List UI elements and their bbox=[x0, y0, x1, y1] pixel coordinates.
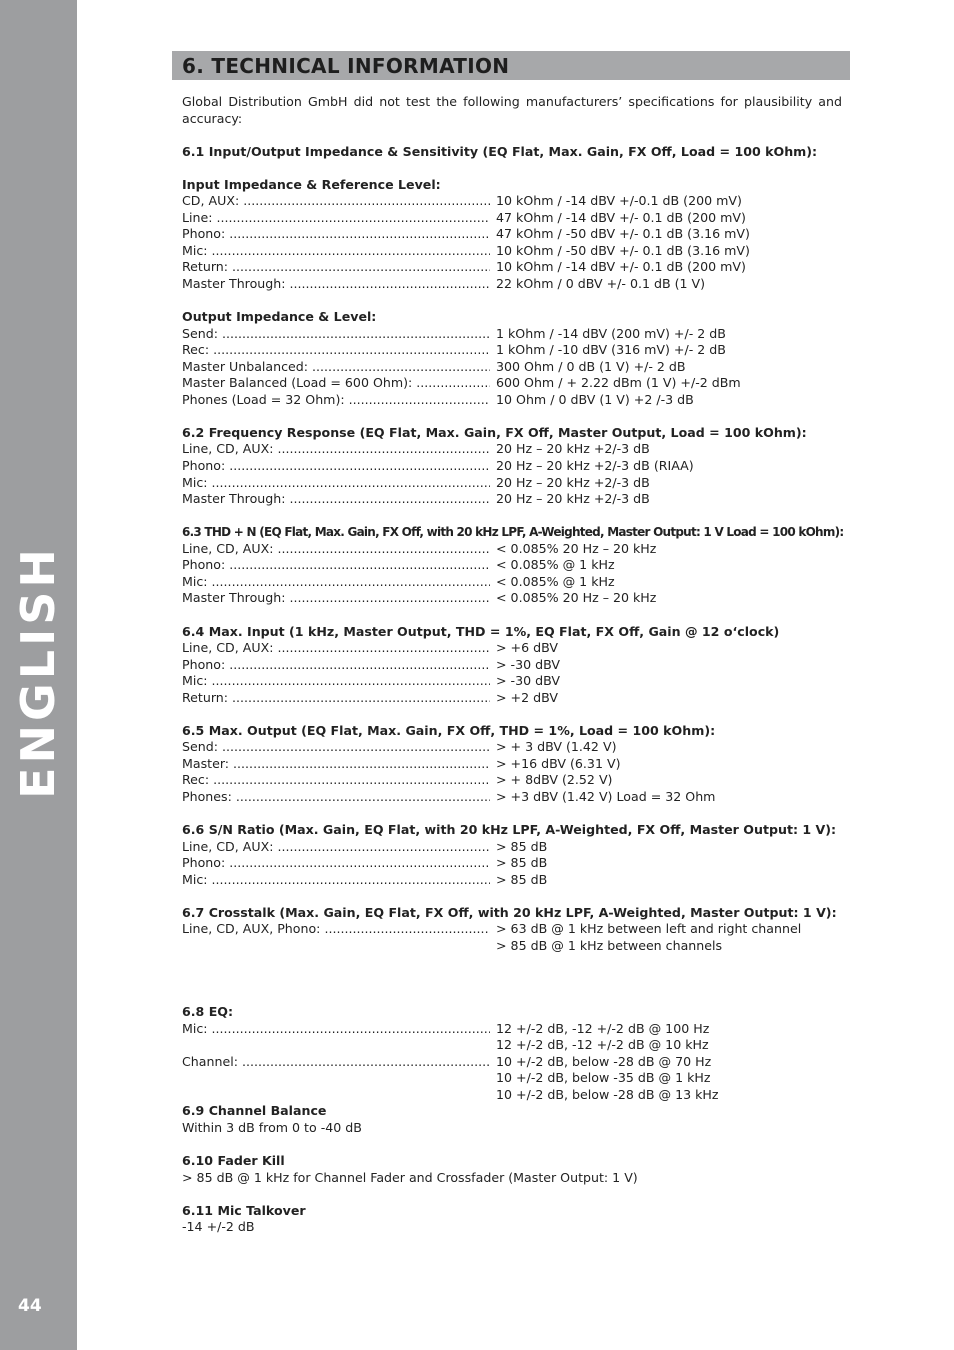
spec-value: 1 kOhm / -10 dBV (316 mV) +/- 2 dB bbox=[496, 342, 726, 358]
spec-value: 20 Hz – 20 kHz +2/-3 dB bbox=[496, 491, 650, 507]
spec-row bbox=[182, 657, 842, 674]
spec-label: Phones (Load = 32 Ohm): ..... bbox=[182, 392, 490, 409]
mic-talkover-text: -14 +/-2 dB bbox=[182, 1219, 255, 1235]
spec-label: Phono: ..... bbox=[182, 557, 490, 574]
spec-label: Master: ..... bbox=[182, 756, 490, 773]
eq-channel-row bbox=[182, 1054, 842, 1071]
spec-content bbox=[182, 94, 842, 1236]
crosstalk-row-2 bbox=[182, 938, 842, 955]
spec-row bbox=[182, 855, 842, 872]
spec-row bbox=[182, 375, 842, 392]
max-input-list bbox=[182, 640, 842, 706]
spec-value: > + 3 dBV (1.42 V) bbox=[496, 739, 617, 755]
channel-balance-text: Within 3 dB from 0 to -40 dB bbox=[182, 1119, 362, 1135]
crosstalk-row bbox=[182, 921, 842, 938]
section-heading-6-6: 6.6 S/N Ratio (Max. Gain, EQ Flat, with 20 kHz LPF, A-Weighted, FX Off, Master Output: 1 V): bbox=[182, 822, 837, 838]
spec-label: Mic: ..... bbox=[182, 574, 490, 591]
spec-value: 20 Hz – 20 kHz +2/-3 dB (RIAA) bbox=[496, 458, 694, 474]
spec-value: 600 Ohm / + 2.22 dBm (1 V) +/-2 dBm bbox=[496, 375, 741, 391]
spec-row bbox=[182, 690, 842, 707]
eq-channel-row-3 bbox=[182, 1087, 842, 1104]
frequency-response-list bbox=[182, 441, 842, 507]
eq-channel-value: 10 +/-2 dB, below -28 dB @ 70 Hz bbox=[496, 1053, 712, 1069]
intro-text: Global Distribution GmbH did not test the following manufacturers’ specifications for plausibility and accuracy: bbox=[182, 94, 842, 126]
spec-label: Mic: ..... bbox=[182, 673, 490, 690]
eq-mic-label: Mic: ..... bbox=[182, 1021, 490, 1038]
spec-value: < 0.085% 20 Hz – 20 kHz bbox=[496, 540, 657, 556]
spec-row bbox=[182, 226, 842, 243]
spec-row bbox=[182, 789, 842, 806]
spec-label: Mic: ..... bbox=[182, 475, 490, 492]
spec-label: Rec: ..... bbox=[182, 772, 490, 789]
spec-label: CD, AUX: ..... bbox=[182, 193, 490, 210]
spec-row bbox=[182, 326, 842, 343]
spec-row bbox=[182, 441, 842, 458]
fader-kill-text: > 85 dB @ 1 kHz for Channel Fader and Crossfader (Master Output: 1 V) bbox=[182, 1169, 638, 1185]
spec-value: 300 Ohm / 0 dB (1 V) +/- 2 dB bbox=[496, 358, 686, 374]
spec-row bbox=[182, 342, 842, 359]
spec-row bbox=[182, 673, 842, 690]
spec-row bbox=[182, 359, 842, 376]
spec-row bbox=[182, 839, 842, 856]
spec-label: Mic: ..... bbox=[182, 872, 490, 889]
eq-channel-value-2: 10 +/-2 dB, below -35 dB @ 1 kHz bbox=[496, 1070, 711, 1086]
spec-value: 20 Hz – 20 kHz +2/-3 dB bbox=[496, 474, 650, 490]
spec-label: Master Balanced (Load = 600 Ohm): ..... bbox=[182, 375, 490, 392]
section-heading-6-4: 6.4 Max. Input (1 kHz, Master Output, THD = 1%, EQ Flat, FX Off, Gain @ 12 o‘clock) bbox=[182, 623, 780, 639]
spec-label: Mic: ..... bbox=[182, 243, 490, 260]
spec-value: < 0.085% @ 1 kHz bbox=[496, 557, 615, 573]
spec-label: Line, CD, AUX: ..... bbox=[182, 640, 490, 657]
spec-label: Phono: ..... bbox=[182, 226, 490, 243]
spec-value: 1 kOhm / -14 dBV (200 mV) +/- 2 dB bbox=[496, 325, 726, 341]
spec-value: 20 Hz – 20 kHz +2/-3 dB bbox=[496, 441, 650, 457]
spec-label: Line: ..... bbox=[182, 210, 490, 227]
input-impedance-list bbox=[182, 193, 842, 292]
eq-channel-row-2 bbox=[182, 1070, 842, 1087]
spec-label: Phono: ..... bbox=[182, 657, 490, 674]
spec-value: 10 kOhm / -14 dBV +/-0.1 dB (200 mV) bbox=[496, 193, 742, 209]
spec-value: > 85 dB bbox=[496, 855, 548, 871]
spec-row bbox=[182, 392, 842, 409]
spec-row bbox=[182, 458, 842, 475]
spec-row bbox=[182, 640, 842, 657]
spec-value: > 85 dB bbox=[496, 871, 548, 887]
section-heading-6-3: 6.3 THD + N (EQ Flat, Max. Gain, FX Off, with 20 kHz LPF, A-Weighted, Master Output: 1 V Load = 100 kOhm): bbox=[182, 525, 844, 540]
spec-label: Master Through: ..... bbox=[182, 276, 490, 293]
page-number: 44 bbox=[18, 1296, 42, 1316]
page-title: 6. TECHNICAL INFORMATION bbox=[182, 54, 510, 78]
eq-mic-row bbox=[182, 1021, 842, 1038]
crosstalk-label: Line, CD, AUX, Phono: ..... bbox=[182, 921, 490, 938]
spec-value: 47 kOhm / -14 dBV +/- 0.1 dB (200 mV) bbox=[496, 209, 746, 225]
section-heading-6-1: 6.1 Input/Output Impedance & Sensitivity (EQ Flat, Max. Gain, FX Off, Load = 100 kOhm): bbox=[182, 143, 818, 159]
spec-value: 47 kOhm / -50 dBV +/- 0.1 dB (3.16 mV) bbox=[496, 226, 750, 242]
spec-row bbox=[182, 557, 842, 574]
spec-value: > +2 dBV bbox=[496, 689, 558, 705]
spec-label: Rec: ..... bbox=[182, 342, 490, 359]
spec-row bbox=[182, 541, 842, 558]
spec-value: > -30 dBV bbox=[496, 656, 560, 672]
spec-value: < 0.085% @ 1 kHz bbox=[496, 573, 615, 589]
spec-label: Line, CD, AUX: ..... bbox=[182, 541, 490, 558]
crosstalk-value: > 63 dB @ 1 kHz between left and right channel bbox=[496, 921, 802, 937]
section-heading-6-7: 6.7 Crosstalk (Max. Gain, EQ Flat, FX Off, with 20 kHz LPF, A-Weighted, Master Output: 1 V): bbox=[182, 904, 837, 920]
eq-channel-label: Channel: ..... bbox=[182, 1054, 490, 1071]
spec-label: Line, CD, AUX: ..... bbox=[182, 839, 490, 856]
spec-value: < 0.085% 20 Hz – 20 kHz bbox=[496, 590, 657, 606]
spec-value: 10 kOhm / -14 dBV +/- 0.1 dB (200 mV) bbox=[496, 259, 746, 275]
section-heading-6-2: 6.2 Frequency Response (EQ Flat, Max. Gain, FX Off, Master Output, Load = 100 kOhm): bbox=[182, 424, 807, 440]
spec-row bbox=[182, 193, 842, 210]
section-heading-6-5: 6.5 Max. Output (EQ Flat, Max. Gain, FX Off, THD = 1%, Load = 100 kOhm): bbox=[182, 722, 716, 738]
spec-value: > +3 dBV (1.42 V) Load = 32 Ohm bbox=[496, 788, 716, 804]
spec-value: 22 kOhm / 0 dBV +/- 0.1 dB (1 V) bbox=[496, 276, 706, 292]
spec-label: Phones: ..... bbox=[182, 789, 490, 806]
section-heading-6-9: 6.9 Channel Balance bbox=[182, 1103, 327, 1119]
section-header-bar bbox=[172, 51, 850, 80]
language-sidebar bbox=[0, 0, 77, 1350]
spec-row bbox=[182, 259, 842, 276]
spec-value: > +6 dBV bbox=[496, 640, 558, 656]
spec-label: Master Through: ..... bbox=[182, 590, 490, 607]
spec-row bbox=[182, 243, 842, 260]
spec-value: > 85 dB bbox=[496, 838, 548, 854]
spec-value: > + 8dBV (2.52 V) bbox=[496, 772, 613, 788]
spec-row bbox=[182, 872, 842, 889]
sn-ratio-list bbox=[182, 839, 842, 889]
spec-row bbox=[182, 590, 842, 607]
eq-mic-value-2: 12 +/-2 dB, -12 +/-2 dB @ 10 kHz bbox=[496, 1037, 709, 1053]
spec-label: Master Unbalanced: ..... bbox=[182, 359, 490, 376]
spec-label: Phono: ..... bbox=[182, 855, 490, 872]
spec-row bbox=[182, 210, 842, 227]
spec-label: Master Through: ..... bbox=[182, 491, 490, 508]
spec-value: > -30 dBV bbox=[496, 673, 560, 689]
spec-row bbox=[182, 772, 842, 789]
spec-value: 10 Ohm / 0 dBV (1 V) +2 /-3 dB bbox=[496, 391, 694, 407]
subheading-input-impedance: Input Impedance & Reference Level: bbox=[182, 176, 441, 192]
spec-label: Phono: ..... bbox=[182, 458, 490, 475]
eq-channel-value-3: 10 +/-2 dB, below -28 dB @ 13 kHz bbox=[496, 1086, 719, 1102]
max-output-list bbox=[182, 739, 842, 805]
spec-label: Send: ..... bbox=[182, 326, 490, 343]
output-impedance-list bbox=[182, 326, 842, 409]
spec-value: > +16 dBV (6.31 V) bbox=[496, 755, 621, 771]
subheading-output-impedance: Output Impedance & Level: bbox=[182, 309, 377, 325]
thd-list bbox=[182, 541, 842, 607]
spec-label: Return: ..... bbox=[182, 259, 490, 276]
crosstalk-value-2: > 85 dB @ 1 kHz between channels bbox=[496, 937, 723, 953]
spec-label: Line, CD, AUX: ..... bbox=[182, 441, 490, 458]
section-heading-6-11: 6.11 Mic Talkover bbox=[182, 1202, 306, 1218]
spec-row bbox=[182, 739, 842, 756]
spec-row bbox=[182, 574, 842, 591]
spec-label: Return: ..... bbox=[182, 690, 490, 707]
spec-row bbox=[182, 756, 842, 773]
spec-row bbox=[182, 276, 842, 293]
language-label: ENGLISH bbox=[11, 545, 65, 799]
spec-value: 10 kOhm / -50 dBV +/- 0.1 dB (3.16 mV) bbox=[496, 242, 750, 258]
spec-row bbox=[182, 475, 842, 492]
spec-row bbox=[182, 491, 842, 508]
section-heading-6-8: 6.8 EQ: bbox=[182, 1004, 234, 1020]
eq-mic-row-2 bbox=[182, 1037, 842, 1054]
section-heading-6-10: 6.10 Fader Kill bbox=[182, 1153, 285, 1168]
spec-label: Send: ..... bbox=[182, 739, 490, 756]
eq-mic-value: 12 +/-2 dB, -12 +/-2 dB @ 100 Hz bbox=[496, 1020, 710, 1036]
